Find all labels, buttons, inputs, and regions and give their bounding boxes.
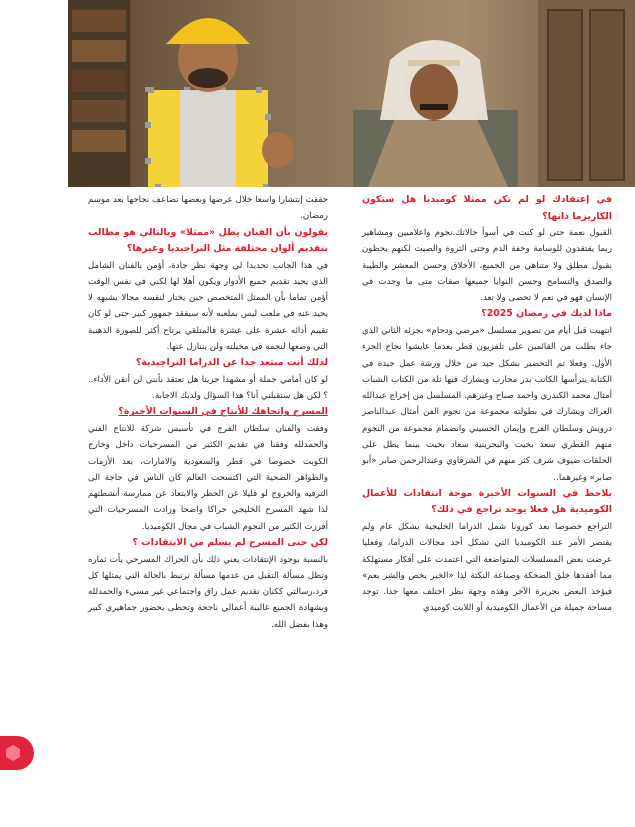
left-column: [88, 192, 328, 633]
answer-paragraph: انتهيت قبل أيام من تصوير مسلسل «مرضي ودحام» بجزئه الثاني الذي جاء بطلب من القائمين على تلفزيون قطر بعدما عايشوا نجاح الجزء الأول. وفعلا تم التحضير بشكل جيد من خلال ورشة عمل جيدة في الكتابة يترأسها الكاتب بدر محارب ويشارك فيها ثلة من الكتاب الشباب أمثال محمد الكندري واحمد صباح وغيرهم. المسلسل من إخراج عبدالله العراك ويشارك في بطولته مجموعة من نجوم الفن أمثال عبدالناصر درويش وسلطان الفرج وإيمان الحسيني وانضمام مجموعة من النجوم منهم القطري سعد بخيت والبحرينية سعاد بخيت بينما يطل على الحلقات ضيوف شرف كثر منهم في الشرقاوي وعبدالرحمن صابر «أبو صابر» وغيرهما..: [362, 325, 612, 483]
answer-paragraph: التراجع خصوصا بعد كورونا شمل الدراما الخليجية بشكل عام ولم يقتصر الأمر عند الكوميديا التي تشكل أحد مجالات الدراما، وفعليا عرضت بعض المسلسلات المتواضعة التي اعتمدت على أفكار مستهلكة مما أفقدها خلق الضحكة وصناعة النكتة لذا «الخير يخص والشر يعم» فيؤخذ البعض بجريرة الآخر وهذه وجهة نظر اختلف معها جدا. توجد مساحة جميلة من الأعمال الكوميدية أو اللايت كوميدي: [362, 521, 612, 614]
question-heading: في إعتقادك لو لم تكن ممثلا كوميديا هل ستكون الكاريزما ذاتها؟: [362, 194, 612, 222]
answer-paragraph: في هذا الجانب تحديدا لي وجهة نظر جادة، أؤمن بالفنان الشامل الذي يجيد تقديم جميع الأدوار ويكون أهلا لها لكني في نفس الوقت أؤمن تماما بأن الممثل المتخصص حين يختار لنفسه مجالا يشبهه لا يحيد عنه في ملعب ليس بملعبه لأنه سيفقد جمهور كبير حتى لو كان تقييم أدائه عشرة على عشرة فالمتلقي يرتاح أكثر للصورة الذهنية التي وضعها لنجمه في مخيلته ولن يتنازل عنها.: [88, 260, 328, 353]
question-heading: ماذا لديك في رمضان 2025؟: [481, 308, 612, 320]
question-heading: لكن حتى المسرح لم يسلم من الانتقادات ؟: [132, 537, 328, 549]
photo-two-men-icon: [68, 0, 635, 187]
answer-paragraph: وفقت والفنان سلطان الفرج في تأسيس شركة للانتاج الفني والحمدلله وفقنا في تقديم الكثير من المسرحيات داخل وخارج الكويت خصوصا في قطر والسعودية والامارات، بعد الأزمات والظواهر الصحية التي اكتسحت العالم كان الناس في حاجة الى الترفيه والخروج لو قليلا عن الحظر والابتعاد عن ممارسة أنشطتهم لذا شهد المسرح الخليجي حراكا واضحا وزادت المسرحيات التي أفرزت الكثير من النجوم الشباب في مجال الكوميديا.: [88, 423, 328, 532]
answer-paragraph: القبول نعمة حتى لو كنت في أسوأ حالاتك.نجوم واعلاميين ومشاهير ربما يفتقدون للوسامة وخفة الدم وحتى الثروة والصيت لكنهم يحظون بقبول مطلق ولا متناهي من الجميع، الأخلاق وحسن المعشر والطيبة والصدق والتسامح وحسن النوايا جميعها صفات متى ما وجدت في الإنسان فهو في نعم لا تحصى ولا تعد.: [362, 228, 612, 304]
question-heading: يلاحظ في السنوات الأخيرة موجة انتقادات للأعمال الكوميدية هل فعلا يوجد تراجع في ذلك؟: [362, 487, 612, 516]
article-photo: [68, 0, 635, 187]
right-column: [362, 192, 612, 617]
question-heading: المسرح واتجاهك للأنتاج في السنوات الأخيرة؟: [118, 406, 328, 418]
answer-paragraph: لو كان أمامي جملة أو مشهدا حزينا هل تعتقد بأنني لن أتقن الأداء.. ؟ لكن هل ستقبلني أنا؟ هذا السؤال ولديك الاجابة.: [88, 374, 328, 402]
page-tab-icon: [0, 736, 34, 770]
question-heading: يقولون بأن الفنان يظل «ممثلا» وبالتالي هو مطالب بتقديم ألوان مختلفة مثل التراجيديا وغيرها؟: [88, 226, 328, 255]
answer-paragraph: حققت إنتشارا واسعا خلال عرضها وبعضها تضاعف نجاحها بعد موسم رمضان.: [88, 195, 328, 222]
answer-paragraph: بالنسبة بوجود الإنتقادات يعني ذلك بأن الحراك المسرحي يأت ثماره وتظل مسألة التقبل من عدمها مسألة ترتبط بالحالة التي يمثلها كل فرد،رسالتي ككنان تقديم عمل راق واجتماعي غير مسيء والحمدلله وبشهادة الجميع غالبية أعمالي ناجحة وتحظى بحضور جماهيري كبير وهذا بفضل الله.: [88, 554, 328, 630]
question-heading: لذلك أنت مبتعد جدا عن الدراما التراجيدية؟: [135, 357, 328, 369]
